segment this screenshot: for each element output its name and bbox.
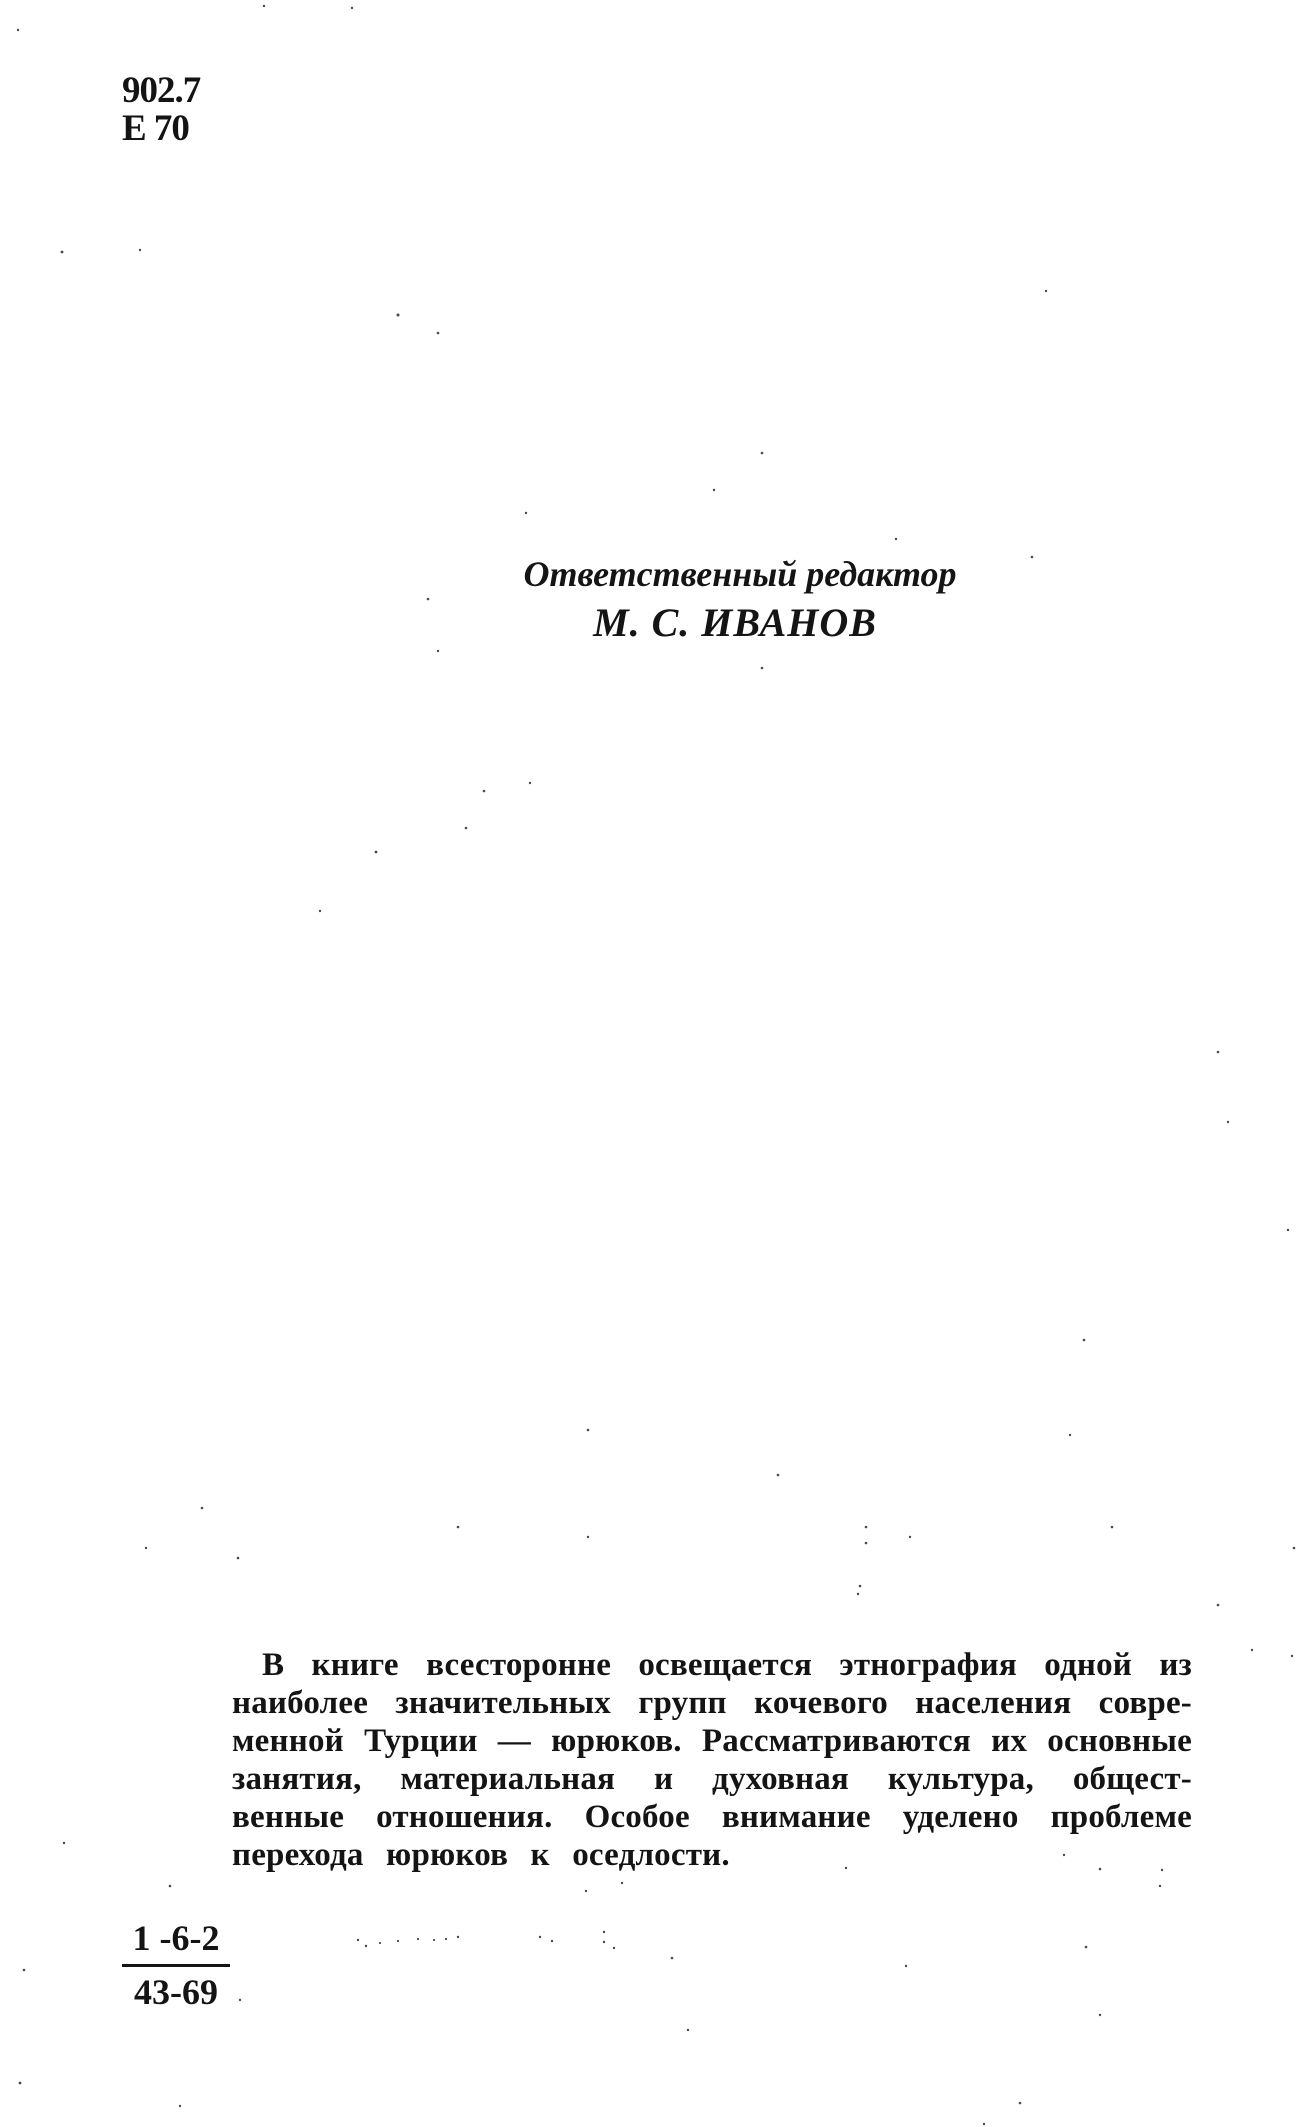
book-annotation [232, 1646, 1192, 1874]
editor-block [400, 552, 1060, 650]
editor-name: М. С. ИВАНОВ [593, 600, 877, 645]
annotation-line: менной Турции — юрюков. Рассматриваются их основные [232, 1723, 1192, 1759]
editor-role: Ответственный редактор [523, 554, 957, 594]
udc-number: 902.7 [122, 70, 201, 111]
library-code: Е 70 [122, 108, 189, 149]
annotation-line: венные отношения. Особое внимание уделено проблеме [232, 1799, 1192, 1835]
classification-code [122, 72, 200, 148]
annotation-line: перехода юрюков к оседлости. [232, 1837, 730, 1873]
annotation-line: В книге всесторонне освещается этнография одной из [262, 1647, 1192, 1683]
index-numerator: 1 -6-2 [132, 1918, 220, 1958]
publication-index [122, 1918, 230, 2015]
index-denominator: 43-69 [134, 1972, 218, 2012]
annotation-line: занятия, материальная и духовная культура, общест- [232, 1761, 1192, 1797]
annotation-line: наиболее значительных групп кочевого населения совре- [232, 1685, 1192, 1721]
